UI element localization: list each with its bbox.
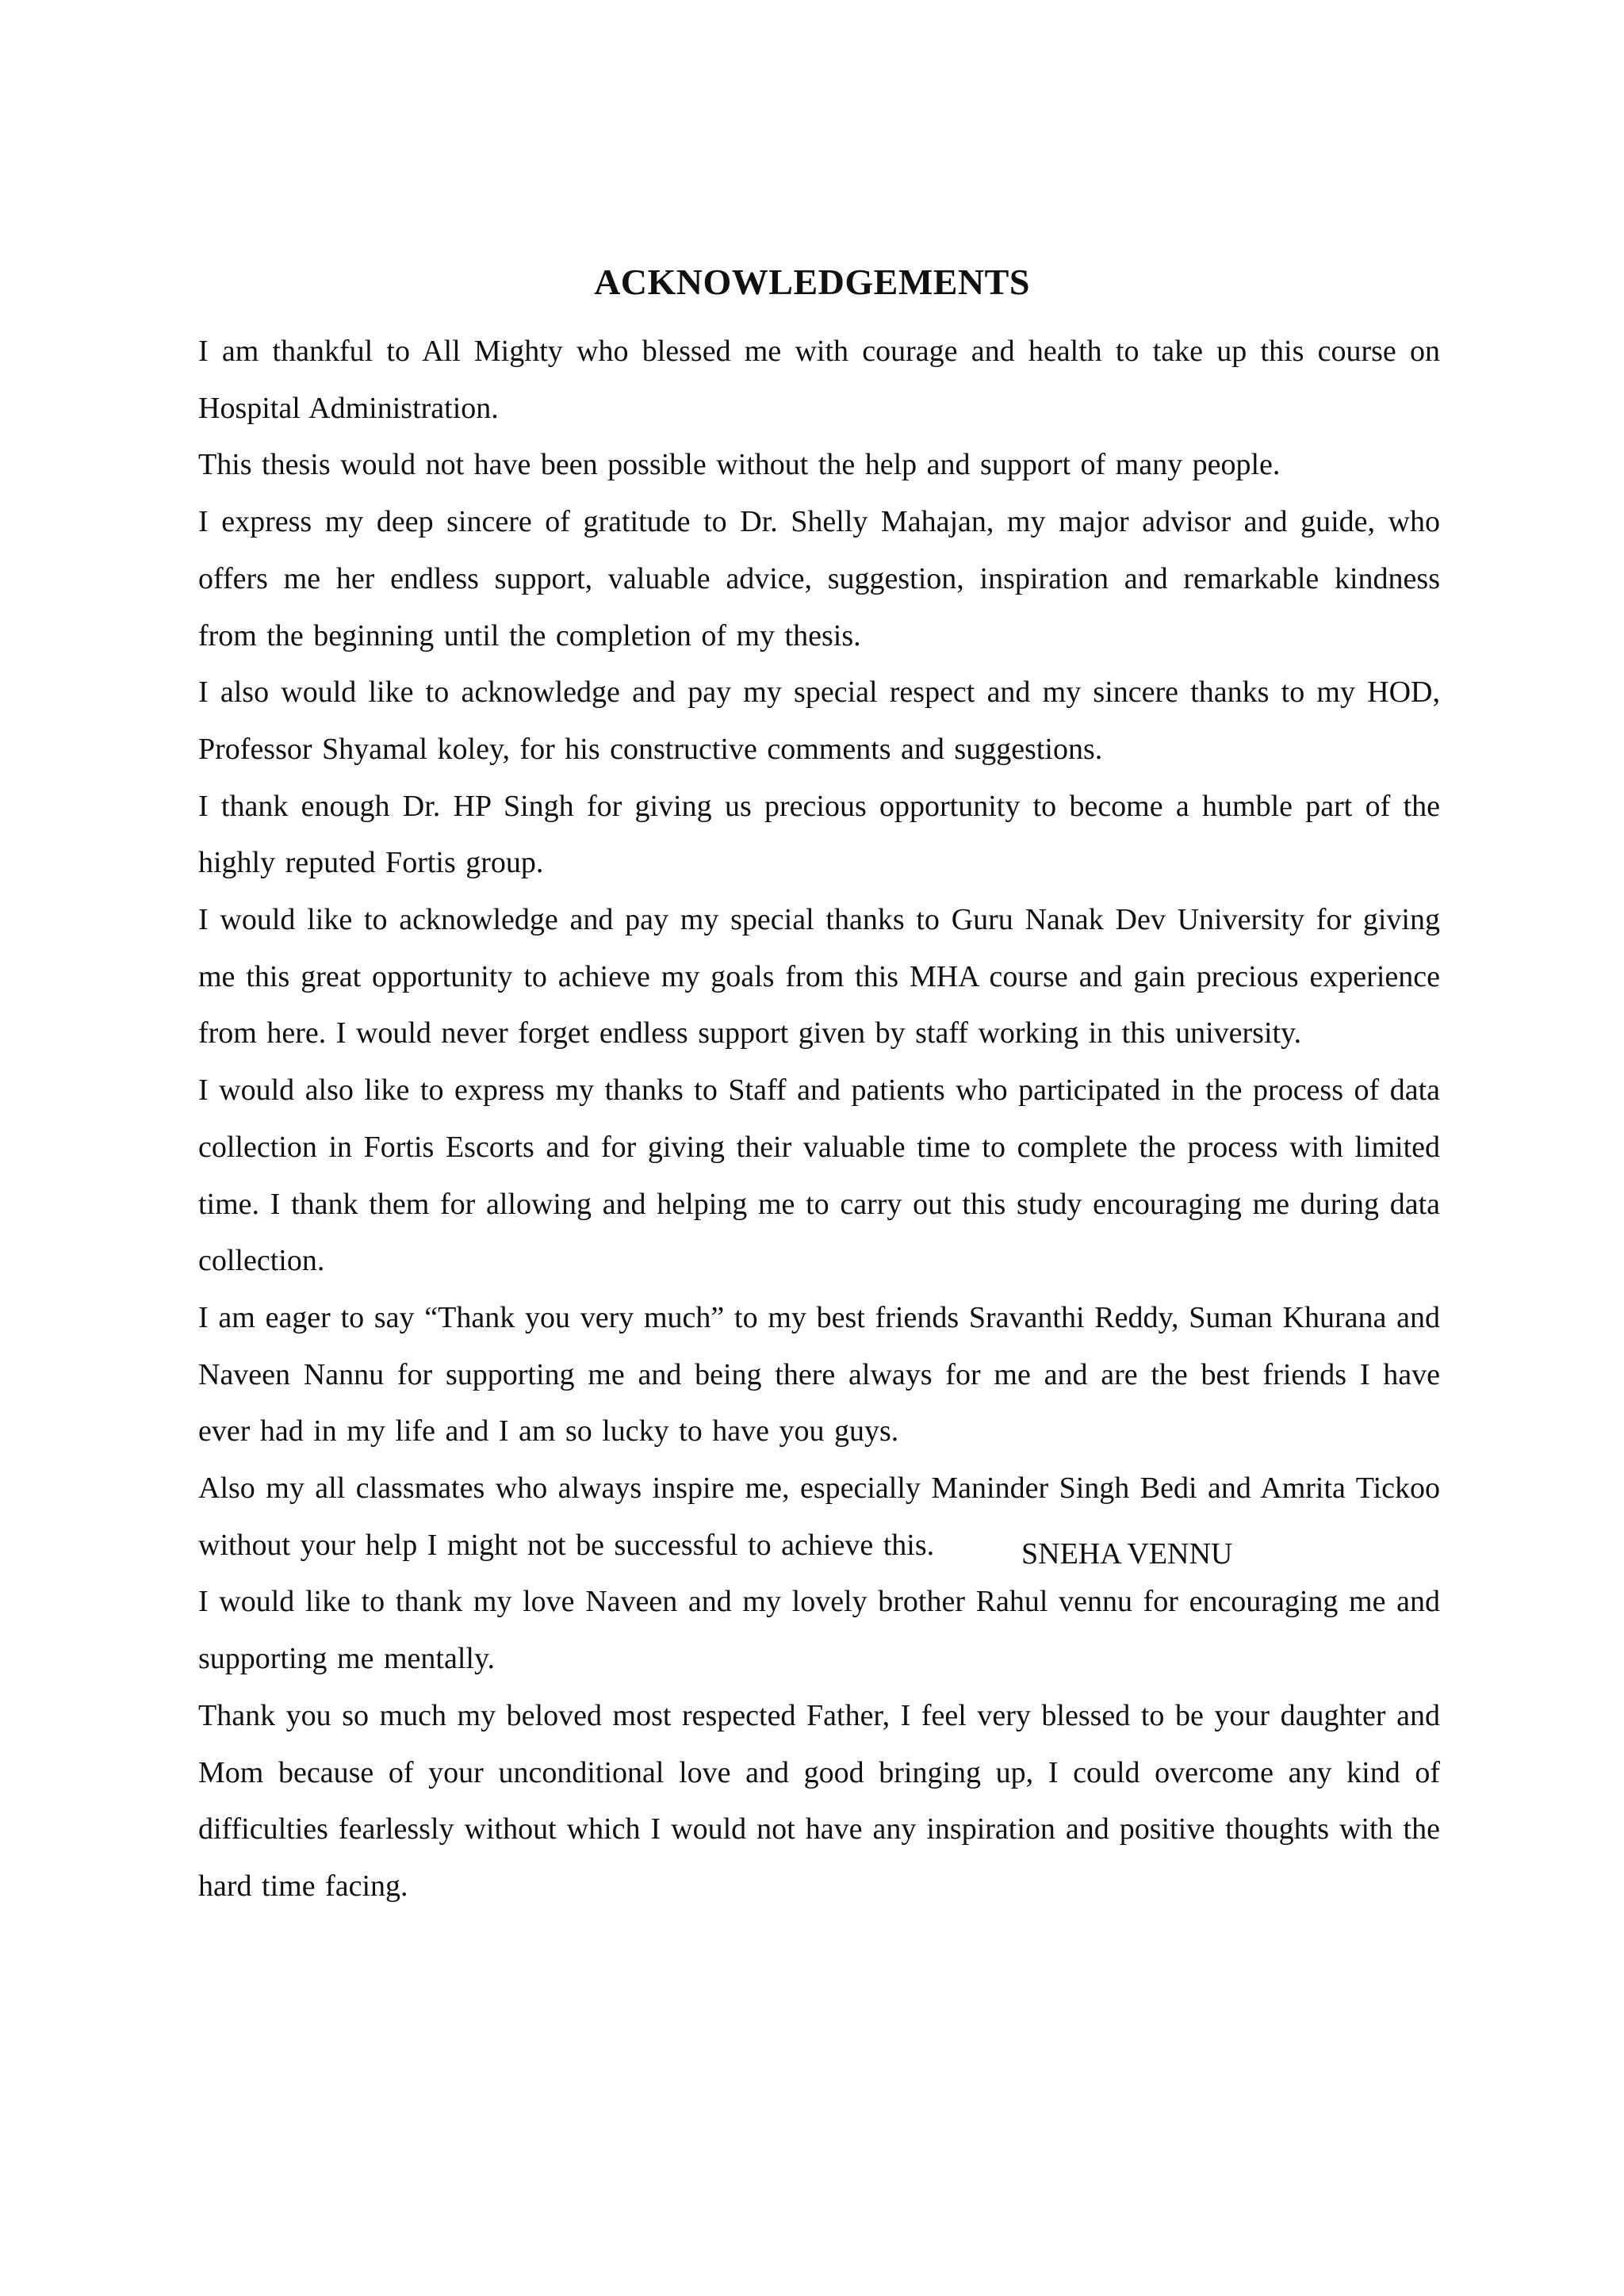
signature-name: SNEHA VENNU [1021, 1537, 1233, 1571]
page-title: ACKNOWLEDGEMENTS [594, 262, 1030, 302]
paragraph: I would like to thank my love Naveen and my lovely brother Rahul vennu for encouraging me and supporting me mentally. [198, 1585, 1440, 1676]
paragraph: I am eager to say “Thank you very much” to my best friends Sravanthi Reddy, Suman Khurana and Naveen Nannu for supporting me and being there always for me and are the best friends I have ever had in my life and I am so lucky to have you guys. [198, 1300, 1440, 1448]
paragraph: I also would like to acknowledge and pay my special respect and my sincere thanks to my HOD, Professor Shyamal koley, for his constructive comments and suggestions. [198, 675, 1440, 766]
paragraph: I am thankful to All Mighty who blessed me with courage and health to take up this course on Hospital Administration. [198, 335, 1440, 425]
paragraph: I express my deep sincere of gratitude to Dr. Shelly Mahajan, my major advisor and guide, who offers me her endless support, valuable advice, suggestion, inspiration and remarkable kindness from the beginning until the completion of my thesis. [198, 505, 1440, 652]
paragraph: Also my all classmates who always inspire me, especially Maninder Singh Bedi and Amrita Tickoo without your help I might not be successful to achieve this. [198, 1471, 1440, 1562]
paragraph: I thank enough Dr. HP Singh for giving us precious opportunity to become a humble part of the highly reputed Fortis group. [198, 789, 1440, 880]
paragraph: I would also like to express my thanks to Staff and patients who participated in the process of data collection in Fortis Escorts and for giving their valuable time to complete the process with limited time. I thank them for allowing and helping me to carry out this study encouraging me during data collection. [198, 1073, 1440, 1278]
paragraph: I would like to acknowledge and pay my special thanks to Guru Nanak Dev University for giving me this great opportunity to achieve my goals from this MHA course and gain precious experience from here. I would never forget endless support given by staff working in this university. [198, 903, 1440, 1050]
paragraph: Thank you so much my beloved most respected Father, I feel very blessed to be your daughter and Mom because of your unconditional love and good bringing up, I could overcome any kind of difficulties fearlessly without which I would not have any inspiration and positive thoughts with the hard time facing. [198, 1698, 1440, 1903]
acknowledgement-body [198, 323, 1440, 1915]
paragraph: This thesis would not have been possible without the help and support of many people. [198, 448, 1281, 482]
